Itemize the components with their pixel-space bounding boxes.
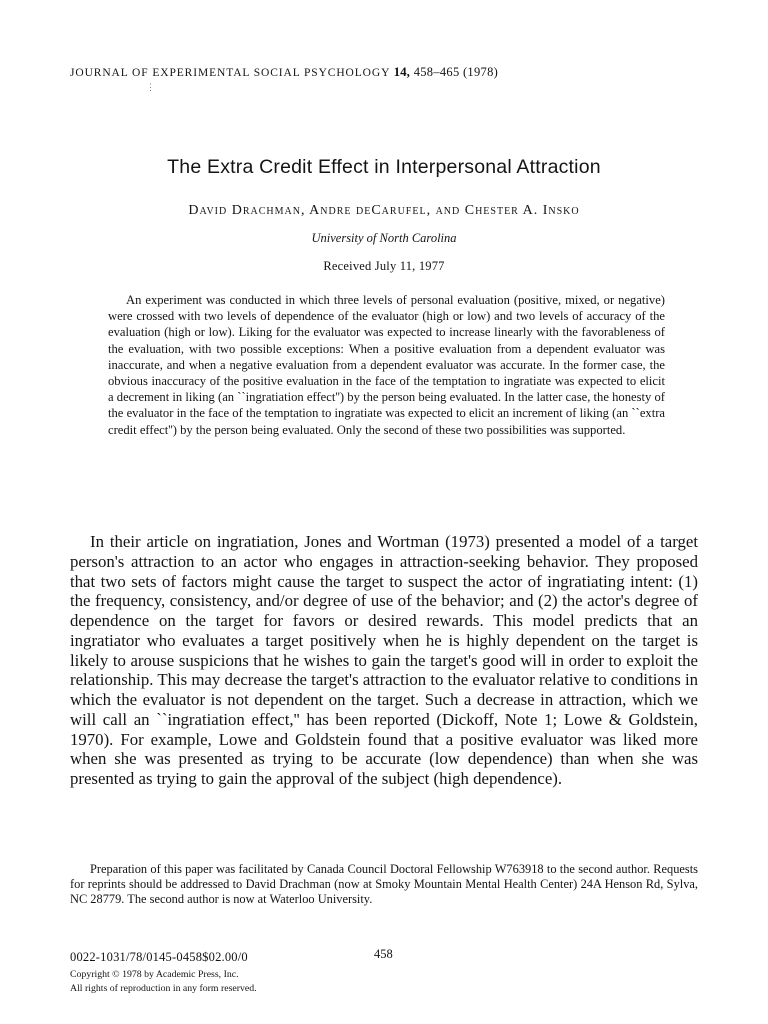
journal-name: JOURNAL OF EXPERIMENTAL SOCIAL PSYCHOLOGY — [70, 67, 390, 79]
footnote-paragraph: Preparation of this paper was facilitated by Canada Council Doctoral Fellowship W763918 to the second author. Requests for reprints should be addressed to David Drachman (now at Smoky Mountain Mental Health Center) 24A Henson Rd, Sylva, NC 28779. The second author is now at Waterloo University. — [70, 862, 698, 907]
journal-pages: 458–465 (1978) — [413, 65, 499, 79]
journal-header — [70, 64, 498, 80]
article-authors: David Drachman, Andre deCarufel, and Chester A. Insko — [188, 203, 580, 218]
page-number: 458 — [374, 947, 393, 961]
article-title: The Extra Credit Effect in Interpersonal Attraction — [167, 156, 601, 178]
journal-volume: 14, — [393, 64, 410, 79]
copyright-line: Copyright © 1978 by Academic Press, Inc. — [70, 969, 239, 980]
stray-mark: ⋮ — [146, 82, 155, 92]
abstract-paragraph: An experiment was conducted in which three levels of personal evaluation (positive, mixed, or negative) were crossed with two levels of dependence of the evaluator (high or low) and two levels of accuracy of the evaluation (high or low). Liking for the evaluator was expected to increase linearly with the favorableness of the evaluation, with two possible exceptions: When a positive evaluation from a dependent evaluator was inaccurate, and when a negative evaluation from a dependent evaluator was accurate. In the former case, the obvious inaccuracy of the positive evaluation in the face of the temptation to ingratiate was expected to elicit a decrement in liking (an ``ingratiation effect'') by the person being evaluated. In the latter case, the honesty of the evaluator in the face of the temptation to ingratiate was expected to elicit an increment of liking (an ``extra credit effect'') by the person being evaluated. Only the second of these two possibilities was supported. — [108, 293, 665, 437]
received-date: Received July 11, 1977 — [323, 259, 445, 273]
rights-line: All rights of reproduction in any form reserved. — [70, 983, 257, 994]
body-paragraph: In their article on ingratiation, Jones and Wortman (1973) presented a model of a target person's attraction to an actor who engages in attraction-seeking behavior. They proposed that two sets of factors might cause the target to suspect the actor of ingratiating intent: (1) the frequency, consistency, and/or degree of use of the behavior; and (2) the actor's degree of dependence on the target for favors or desired rewards. This model predicts that an ingratiator who evaluates a target positively when he is highly dependent on the target is likely to arouse suspicions that he wishes to gain the target's good will in order to exploit the relationship. This may decrease the target's attraction to the evaluator relative to conditions in which the evaluator is not dependent on the target. Such a decrease in attraction, which we will call an ``ingratiation effect,'' has been reported (Dickoff, Note 1; Lowe & Goldstein, 1970). For example, Lowe and Goldstein found that a positive evaluator was liked more when she was presented as trying to be accurate (low dependence) than when she was presented as trying to gain the approval of the subject (high dependence). — [70, 532, 698, 788]
article-code: 0022-1031/78/0145-0458$02.00/0 — [70, 950, 248, 964]
author-affiliation: University of North Carolina — [311, 231, 457, 245]
